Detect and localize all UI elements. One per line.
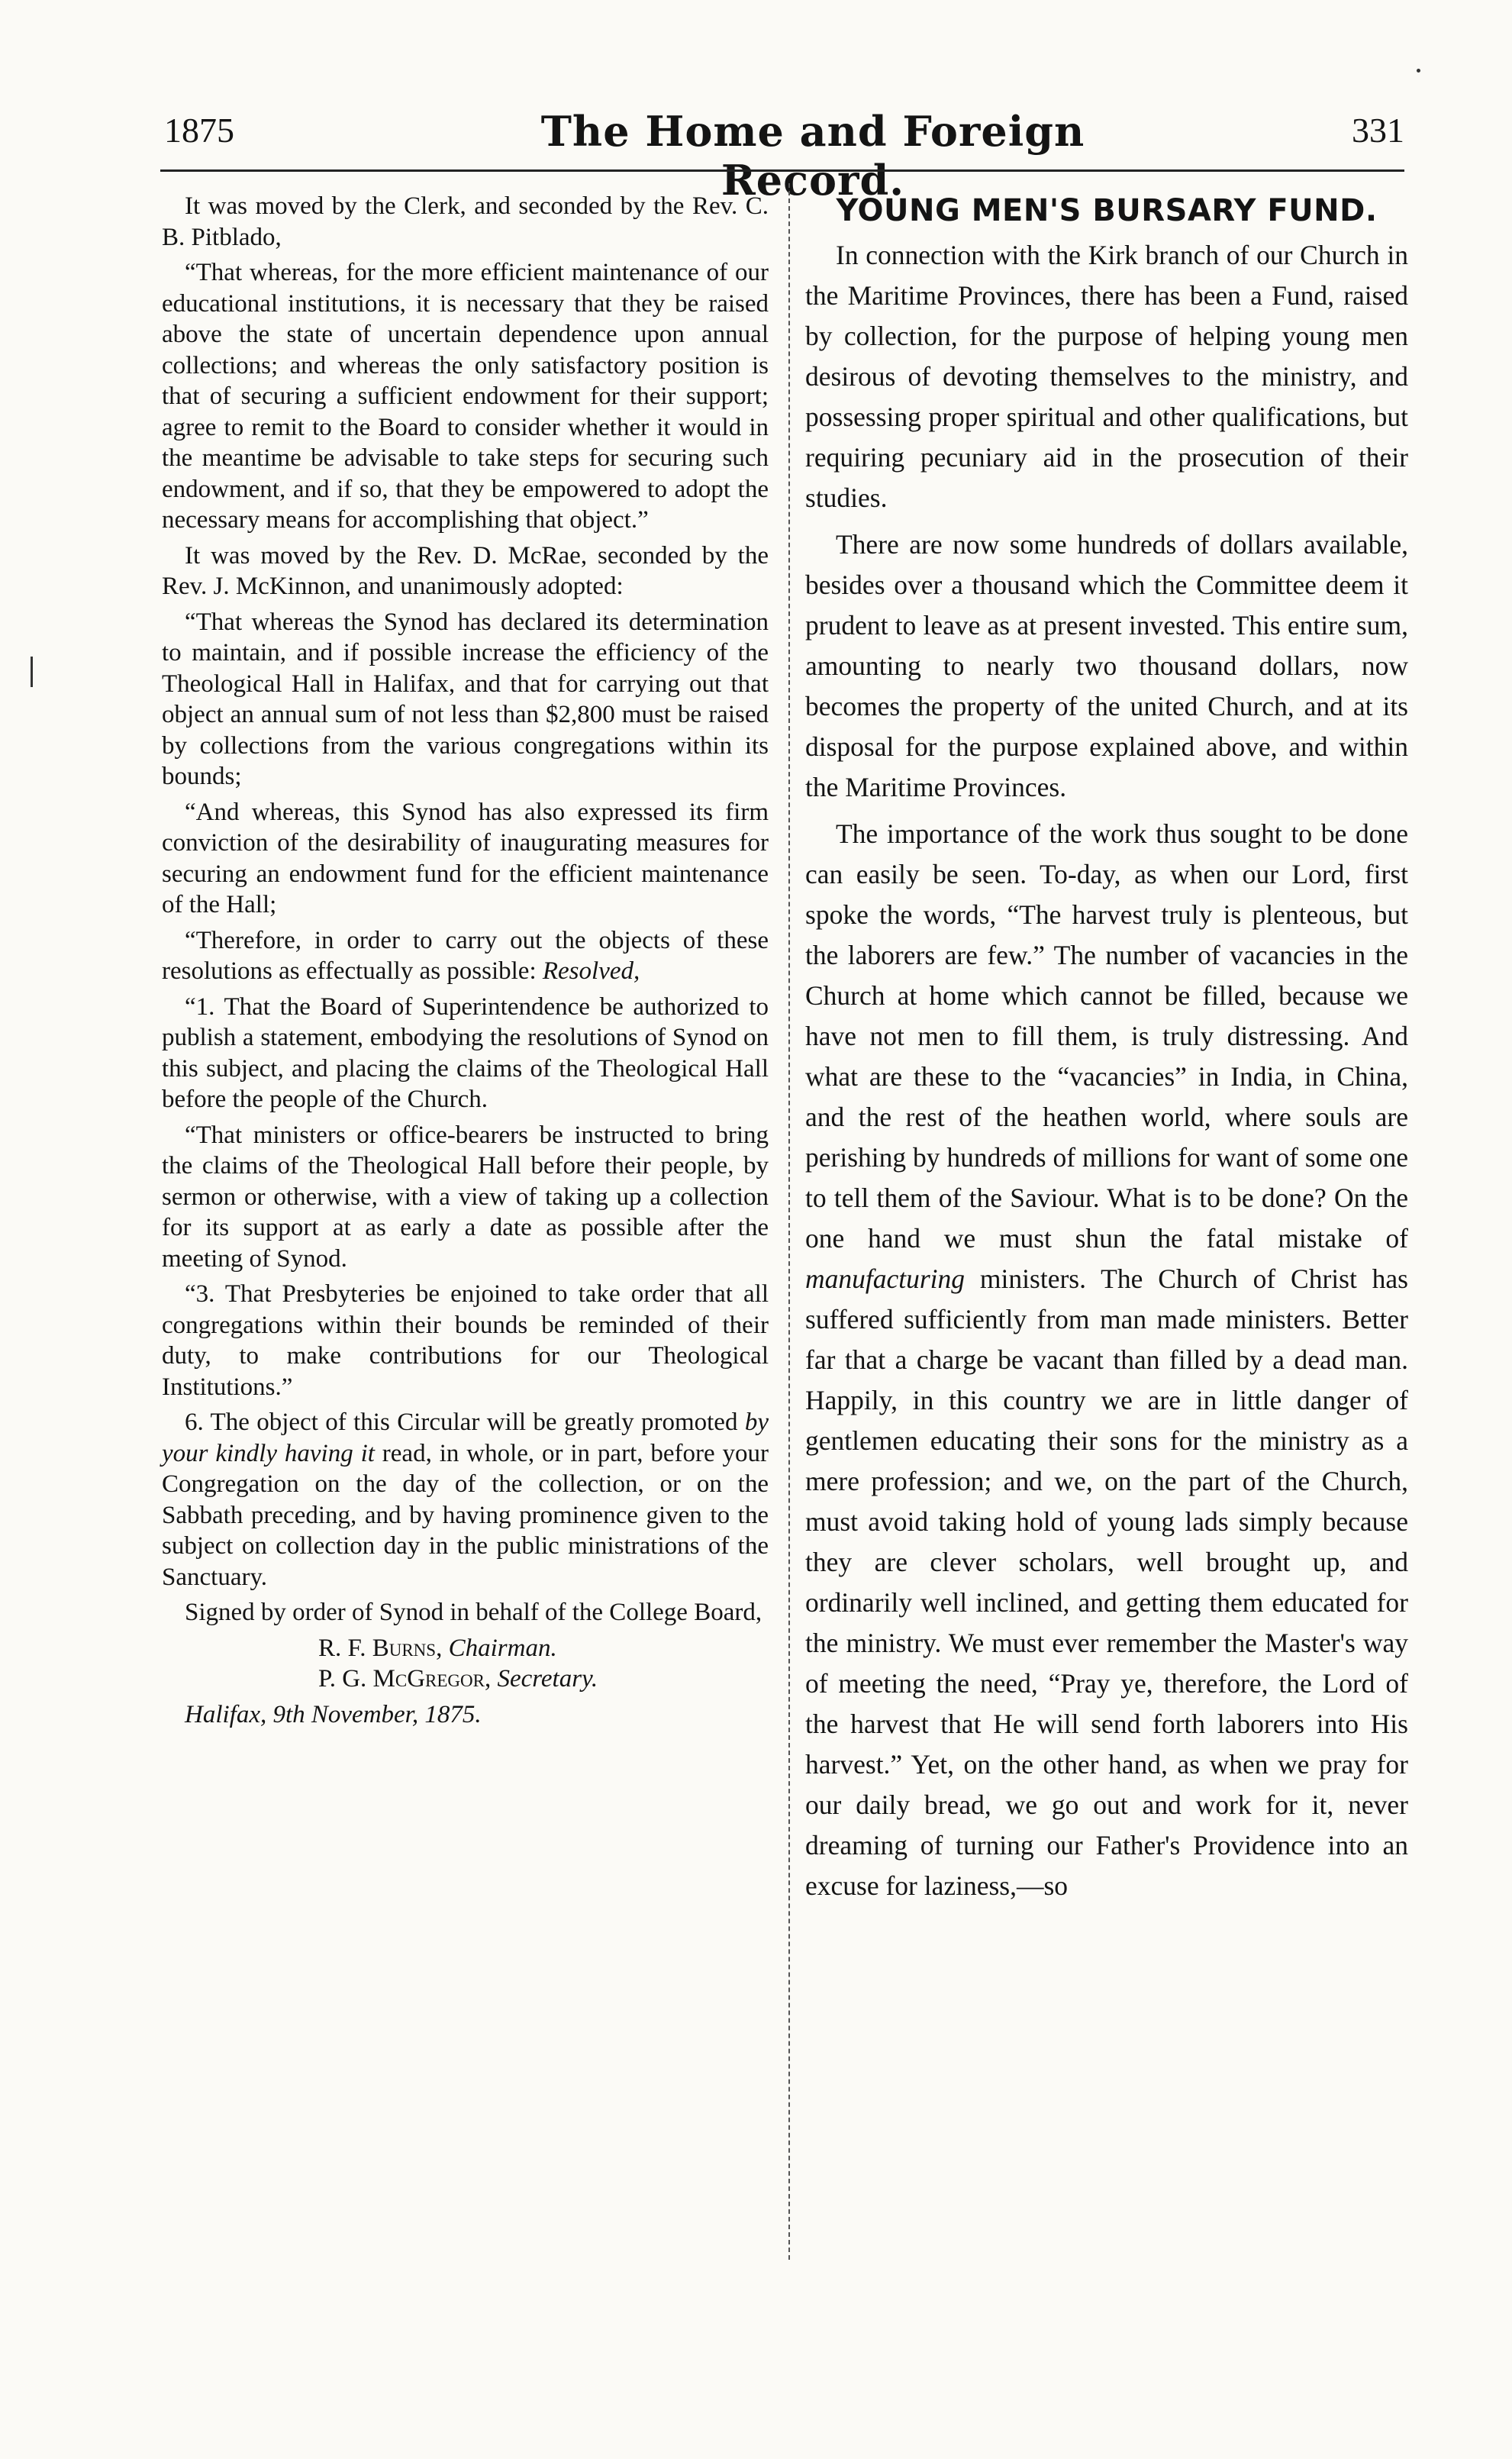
signature-secretary bbox=[162, 1664, 769, 1695]
paragraph: It was moved by the Clerk, and seconded by the Rev. C. B. Pitblado, bbox=[162, 192, 769, 251]
header-title: The Home and Foreign Record. bbox=[540, 107, 1085, 205]
paragraph bbox=[162, 1407, 769, 1593]
paragraph: There are now some hundreds of dollars available, besides over a thousand which the Committee deem it prudent to leave as at present invested. This entire sum, amounting to nearly two thousand dollars, now becomes the property of the united Church, and at its disposal for the purpose explained above, and within the Maritime Provinces. bbox=[805, 529, 1408, 802]
right-column bbox=[805, 191, 1408, 1906]
paragraph: “That whereas the Synod has declared its determination to maintain, and if possible increase the efficiency of the Theological Hall in Halifax, and that for carrying out that object an annual sum of not less than $2,800 must be raised by collections from the various congregations within its bounds; bbox=[162, 608, 769, 790]
column-divider bbox=[788, 183, 790, 2260]
paragraph: It was moved by the Rev. D. McRae, seconded by the Rev. J. McKinnon, and unanimously adopted: bbox=[162, 541, 769, 600]
place-date: Halifax, 9th November, 1875. bbox=[185, 1700, 482, 1728]
paragraph-text: The importance of the work thus sought to be done can easily be seen. To-day, as when our Lord, first spoke the words, “The harvest truly is plenteous, but the laborers are few.” The number of vacancies in the Church at home which cannot be filled, because we have not men to fill them, is truly distressing. And what are these to the “vacancies” in India, in China, and the rest of the heathen world, where souls are perishing by hundreds of millions for want of some one to tell them of the Saviour. What is to be done? On the one hand we must shun the fatal mistake of bbox=[805, 818, 1408, 1254]
paragraph: “And whereas, this Synod has also expressed its firm conviction of the desirability of inaugurating measures for securing an endowment fund for the efficient maintenance of the Hall; bbox=[162, 798, 769, 918]
paragraph bbox=[805, 814, 1408, 1906]
paragraph-text: “Therefore, in order to carry out the objects of these resolutions as effectually as possible: bbox=[162, 926, 769, 985]
paragraph: “3. That Presbyteries be enjoined to take order that all congregations within their bounds be reminded of their duty, to make contributions for our Theological Institutions.” bbox=[162, 1280, 769, 1401]
paragraph-text: ministers. The Church of Christ has suffered sufficiently from man made ministers. Better far that a charge be vacant than filled by a dead man. Happily, in this country we are in little danger of gentlemen educating their sons for the ministry as a mere profession; and we, on the part of the Church, must avoid taking hold of young lads simply because they are clever scholars, well brought up, and ordinarily well inclined, and getting them educated for the ministry. We must ever remember the Master's way of meeting the need, “Pray ye, therefore, the Lord of the harvest that He will send forth laborers into His harvest.” Yet, on the other hand, as when we pray for our daily bread, we go out and work for it, never dreaming of turning our Father's Providence into an excuse for laziness,—so bbox=[805, 1263, 1408, 1901]
header-rule bbox=[160, 169, 1404, 172]
paragraph bbox=[162, 925, 769, 987]
paragraph: “That whereas, for the more efficient maintenance of our educational institutions, it is necessary that they be raised above the state of uncertain dependence upon annual collections; and whereas the only satisfactory position is that of securing a sufficient endowment for their support; agree to remit to the Board to consider whether it would in the meantime be advisable to take steps for securing such endowment, and if so, that they be empowered to adopt the necessary means for accomplishing that object.” bbox=[162, 259, 769, 534]
signatures bbox=[162, 1633, 769, 1695]
emphasis-text: manufacturing bbox=[805, 1263, 966, 1294]
signature-title: Secretary. bbox=[497, 1665, 598, 1693]
signature-chairman bbox=[162, 1633, 769, 1664]
page-speck bbox=[1417, 69, 1420, 73]
paragraph: “1. That the Board of Superintendence be authorized to publish a statement, embodying the resolutions of Synod on this subject, and placing the claims of the Theological Hall before the people of the Church. bbox=[162, 992, 769, 1113]
emphasis-text: by your kindly having it bbox=[162, 1409, 769, 1467]
signature-name: P. G. McGregor, bbox=[318, 1665, 492, 1693]
running-header bbox=[164, 107, 1404, 205]
paragraph: Signed by order of Synod in behalf of the College Board, bbox=[185, 1599, 762, 1626]
margin-mark bbox=[31, 657, 33, 687]
resolved-word: Resolved, bbox=[542, 957, 640, 985]
left-column bbox=[162, 191, 769, 1730]
signature-title: Chairman. bbox=[448, 1634, 557, 1662]
paragraph-text: read, in whole, or in part, before your Congregation on the day of the collection, or on the Sabbath preceding, and by having prominence given to the subject on collection day in the public ministrations of the Sanctuary. bbox=[162, 1439, 769, 1591]
paragraph-text: 6. The object of this Circular will be greatly promoted bbox=[185, 1409, 738, 1436]
section-title: YOUNG MEN'S BURSARY FUND. bbox=[836, 193, 1378, 228]
paragraph: “That ministers or office-bearers be instructed to bring the claims of the Theological Hall before their people, by sermon or otherwise, with a view of taking up a collection for its support at as early a date as possible after the meeting of Synod. bbox=[162, 1121, 769, 1273]
paragraph: In connection with the Kirk branch of our Church in the Maritime Provinces, there has been a Fund, raised by collection, for the purpose of helping young men desirous of devoting themselves to the ministry, and possessing proper spiritual and other qualifications, but requiring pecuniary aid in the prosecution of their studies. bbox=[805, 240, 1408, 513]
header-year: 1875 bbox=[164, 111, 234, 150]
header-page-number: 331 bbox=[1352, 111, 1404, 150]
signature-name: R. F. Burns, bbox=[318, 1634, 443, 1662]
